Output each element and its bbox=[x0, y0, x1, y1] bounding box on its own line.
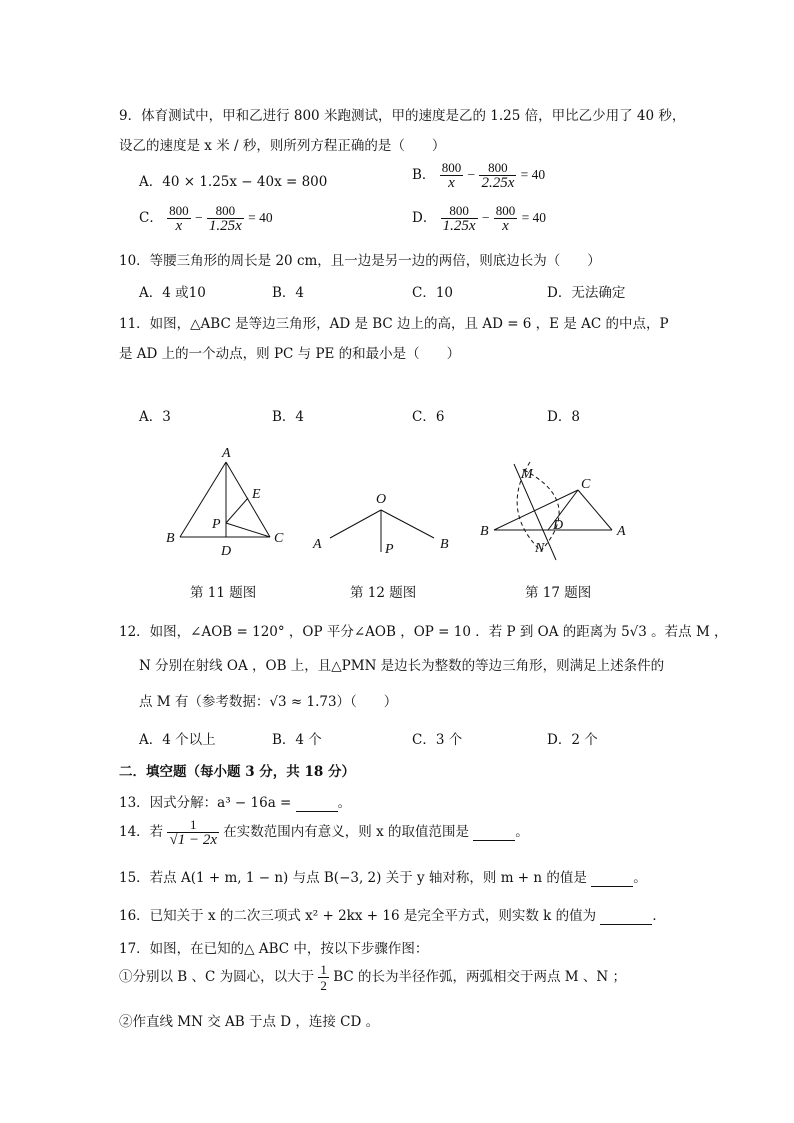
fraction: $\frac{1}{√1 - 2x}$ bbox=[169, 817, 217, 848]
label-a: A bbox=[222, 446, 231, 461]
segment-pe bbox=[226, 498, 248, 523]
q10-option-d: D．无法确定 bbox=[547, 285, 626, 301]
label-m: M bbox=[521, 467, 533, 482]
q12-option-c: C．3 个 bbox=[412, 732, 463, 748]
q14: 14．若 $\frac{1}{√1 - 2x}$ 在实数范围内有意义，则 x 的取值范围是 。 bbox=[119, 817, 529, 848]
segment-ac bbox=[226, 462, 270, 537]
q11-line1: 11．如图，△ABC 是等边三角形，AD 是 BC 边上的高，且 AD = 6 ，E 是 AC 的中点，P bbox=[119, 316, 669, 332]
answer-blank[interactable] bbox=[600, 908, 652, 925]
fraction: $\frac{1}{2}$ bbox=[320, 962, 327, 993]
q12-option-a: A．4 个以上 bbox=[139, 732, 216, 748]
q10-stem: 10．等腰三角形的周长是 20 cm，且一边是另一边的两倍，则底边长为（ ） bbox=[119, 253, 601, 269]
label-a: A bbox=[617, 524, 626, 539]
segment-ca bbox=[578, 490, 612, 530]
q12-line3: 点 M 有（参考数据：√3 ≈ 1.73）（ ） bbox=[139, 694, 398, 710]
label-c: C bbox=[274, 531, 284, 546]
figure-12 bbox=[330, 510, 434, 552]
caption-figure-12: 第 12 题图 bbox=[350, 585, 417, 601]
ray-ob bbox=[381, 510, 434, 538]
segment-bc bbox=[494, 490, 578, 530]
label-p: P bbox=[385, 542, 394, 557]
label-b: B bbox=[480, 524, 489, 539]
label-o: O bbox=[376, 492, 387, 507]
label-b: B bbox=[440, 537, 449, 552]
q17-step1: ①分别以 B 、C 为圆心，以大于 $\frac{1}{2}$ BC 的长为半径作弧，两弧相交于两点 M 、N ； bbox=[119, 962, 627, 993]
fraction: $\frac{800}{x}$ bbox=[441, 160, 462, 191]
section-2-heading: 二．填空题（每小题 3 分，共 18 分） bbox=[119, 764, 355, 780]
q11-option-c: C．6 bbox=[412, 409, 445, 425]
q12-option-d: D．2 个 bbox=[547, 732, 598, 748]
q11-option-a: A．3 bbox=[139, 409, 171, 425]
answer-blank[interactable] bbox=[591, 870, 633, 887]
q17-line1: 17．如图，在已知的△ ABC 中，按以下步骤作图： bbox=[119, 941, 429, 957]
answer-blank[interactable] bbox=[296, 795, 338, 812]
q11-option-d: D．8 bbox=[547, 409, 580, 425]
fraction: $\frac{800}{2.25x}$ bbox=[481, 160, 515, 191]
arc-2 bbox=[524, 470, 559, 552]
label-a: A bbox=[313, 537, 322, 552]
label-p: P bbox=[212, 517, 221, 532]
q15: 15．若点 A(1 + m, 1 − n) 与点 B(−3, 2) 关于 y 轴对称，则 m + n 的值是 。 bbox=[119, 870, 647, 886]
fraction: $\frac{800}{x}$ bbox=[169, 203, 189, 234]
q10-option-b: B．4 bbox=[272, 285, 305, 301]
answer-blank[interactable] bbox=[473, 824, 515, 841]
q9-option-a: A．40 × 1.25x − 40x = 800 bbox=[139, 174, 328, 190]
label-b: B bbox=[166, 531, 175, 546]
q12-option-b: B．4 个 bbox=[272, 732, 322, 748]
fraction: $\frac{800}{1.25x}$ bbox=[442, 203, 476, 234]
label-d: D bbox=[221, 544, 232, 559]
figure-17 bbox=[494, 462, 612, 560]
label-c: C bbox=[581, 477, 591, 492]
q11-option-b: B．4 bbox=[272, 409, 305, 425]
ray-oa bbox=[330, 510, 381, 538]
label-d: D bbox=[553, 518, 564, 533]
q13: 13．因式分解：a³ − 16a = 。 bbox=[119, 795, 352, 811]
q16: 16．已知关于 x 的二次三项式 x² + 2kx + 16 是完全平方式，则实数 k 的值为 ． bbox=[119, 908, 666, 924]
q9-line2: 设乙的速度是 x 米 / 秒，则所列方程正确的是（ ） bbox=[119, 138, 446, 154]
q9-option-b: B． $\frac{800}{x}$ − $\frac{800}{2.25x}$ = 40 bbox=[412, 160, 546, 191]
fraction: $\frac{800}{x}$ bbox=[495, 203, 516, 234]
q9-option-c: C． $\frac{800}{x}$ − $\frac{800}{1.25x}$ = 40 bbox=[139, 203, 273, 234]
q9-line1: 9．体育测试中，甲和乙进行 800 米跑测试，甲的速度是乙的 1.25 倍，甲比乙少用了 40 秒， bbox=[119, 108, 686, 124]
label-n: N bbox=[535, 541, 545, 556]
q10-option-a: A．4 或10 bbox=[139, 285, 206, 301]
q12-line2: N 分别在射线 OA ，OB 上，且△PMN 是边长为整数的等边三角形，则满足上述条件的 bbox=[139, 658, 665, 674]
q17-step2: ②作直线 MN 交 AB 于点 D ，连接 CD 。 bbox=[119, 1014, 380, 1030]
q9-option-d: D． $\frac{800}{1.25x}$ − $\frac{800}{x}$ = 40 bbox=[412, 203, 547, 234]
caption-figure-11: 第 11 题图 bbox=[190, 585, 257, 601]
label-e: E bbox=[252, 487, 261, 502]
q10-option-c: C．10 bbox=[412, 285, 454, 301]
fraction: $\frac{800}{1.25x}$ bbox=[208, 203, 242, 234]
caption-figure-17: 第 17 题图 bbox=[525, 585, 592, 601]
q12-line1: 12．如图，∠AOB = 120° ，OP 平分∠AOB ，OP = 10 ．若 P 到 OA 的距离为 5√3 。若点 M ， bbox=[119, 624, 728, 640]
q11-line2: 是 AD 上的一个动点，则 PC 与 PE 的和最小是（ ） bbox=[119, 346, 461, 362]
